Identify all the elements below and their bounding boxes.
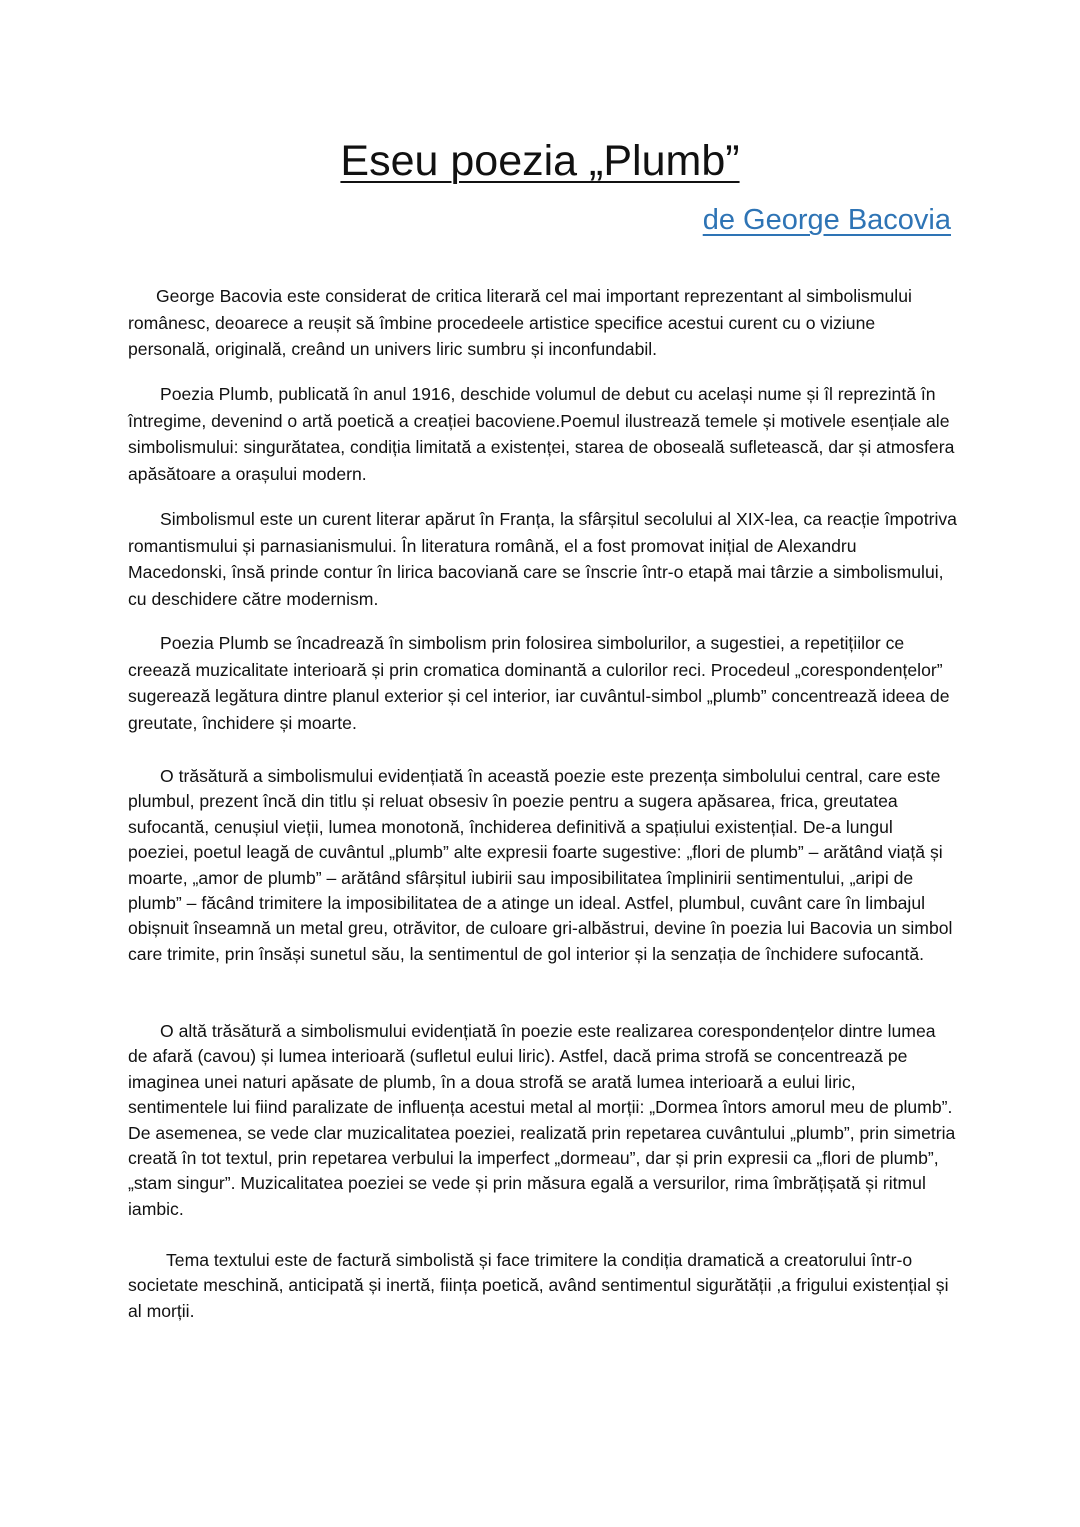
paragraph-7: Tema textului este de factură simbolistă și face trimitere la condiția dramatică a creatorului într-o societate meschină, anticipată și inertă, ființa poetică, având sentimentul sigurătății ,a frigului existențial și al morții. — [128, 1250, 949, 1321]
essay-title: Eseu poezia „Plumb” — [340, 137, 740, 185]
paragraph-1: George Bacovia este considerat de critica literară cel mai important reprezentant al simbolismului românesc, deoarece a reușit să îmbine procedeele artistice specifice acestui curent cu o viziune personală, originală, creând un univers liric sumbru și inconfundabil. — [128, 286, 912, 360]
paragraph-6: O altă trăsătură a simbolismului evidențiată în poezie este realizarea corespondențelor dintre lumea de afară (cavou) și lumea interioară (sufletul eului liric). Astfel, dacă prima strofă se concentrează pe imaginea unei naturi apăsate de plumb, în a doua strofă se arată lumea interioară a eului liric, sentimentele lui fiind paralizate de influența acestui metal al morții: „Dormea întors amorul meu de plumb”. De asemenea, se vede clar muzicalitatea poeziei, realizată prin repetarea cuvântului „plumb”, prin simetria creată în tot textul, prin repetarea verbului la imperfect „dormeau”, dar și prin expresii ca „flori de plumb”, „stam singur”. Muzicalitatea poeziei se vede și prin măsura egală a versurilor, rima îmbrățișată și ritmul iambic. — [128, 1021, 956, 1219]
paragraph-3: Simbolismul este un curent literar apărut în Franța, la sfârșitul secolului al XIX-lea, ca reacție împotriva romantismului și parnasianismului. În literatura română, el a fost promovat inițial de Alexandru Macedonski, însă prinde contur în lirica bacoviană care se înscrie într-o etapă mai târzie a simbolismului, cu deschidere către modernism. — [128, 509, 957, 609]
paragraph-2: Poezia Plumb, publicată în anul 1916, deschide volumul de debut cu același nume și îl reprezintă în întregime, devenind o artă poetică a creației bacoviene.Poemul ilustrează temele și motivele esențiale ale simbolismului: singurătatea, condiția limitată a existenței, starea de oboseală sufletească, dar și atmosfera apăsătoare a orașului modern. — [128, 384, 955, 484]
paragraph-4: Poezia Plumb se încadrează în simbolism prin folosirea simbolurilor, a sugestiei, a repetițiilor ce creează muzicalitate interioară și prin cromatica dominantă a culorilor reci. Procedeul „corespondențelor” sugerează legătura dintre planul exterior și cel interior, iar cuvântul-simbol „plumb” concentrează ideea de greutate, închidere și moarte. — [128, 633, 950, 733]
paragraph-5: O trăsătură a simbolismului evidențiată în această poezie este prezența simbolului central, care este plumbul, prezent încă din titlu și reluat obsesiv în poezie pentru a sugera apăsarea, frica, greutatea sufocantă, cenușiul vieții, lumea monotonă, închiderea definitivă a spațiului existențial. De-a lungul poeziei, poetul leagă de cuvântul „plumb” alte expresii foarte sugestive: „flori de plumb” – arătând viață și moarte, „amor de plumb” – arătând sfârșitul iubirii sau imposibilitatea împlinirii sentimentului, „aripi de plumb” – făcând trimitere la imposibilitatea de a atinge un ideal. Astfel, plumbul, cuvânt care în limbajul obișnuit înseamnă un metal greu, otrăvitor, de culoare gri-albăstrui, devine în poezia lui Bacovia un simbol care trimite, prin însăși sunetul său, la sentimentul de gol interior și la senzația de închidere sufocantă. — [128, 766, 953, 964]
author-line: de George Bacovia — [702, 204, 951, 236]
